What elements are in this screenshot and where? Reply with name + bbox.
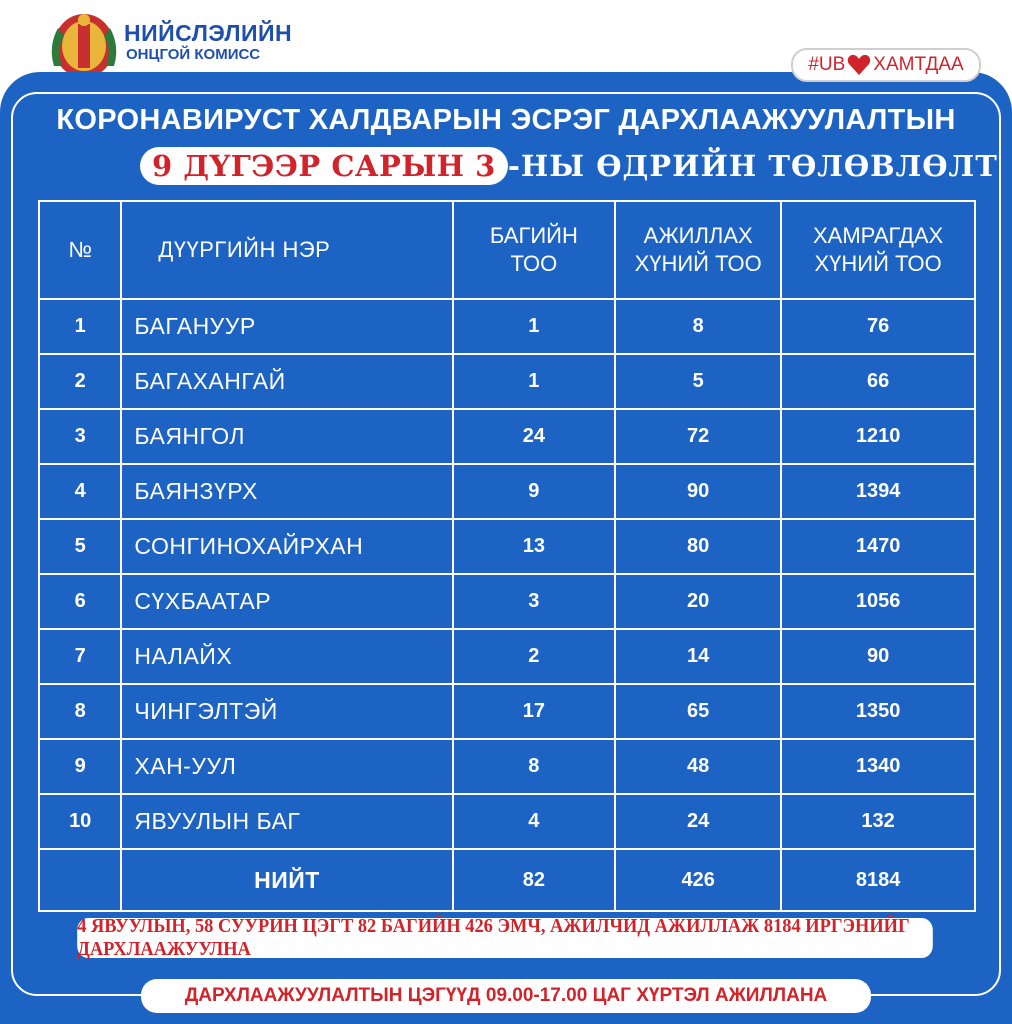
row-district: ЯВУУЛЫН БАГ bbox=[121, 794, 452, 849]
total-label: НИЙТ bbox=[121, 849, 452, 911]
total-covered: 8184 bbox=[781, 849, 975, 911]
header-teams bbox=[453, 201, 616, 299]
subtitle-rest: -НЫ ӨДРИЙН ТӨЛӨВЛӨЛТ bbox=[507, 149, 998, 183]
row-no: 5 bbox=[39, 519, 121, 574]
row-covered: 1056 bbox=[781, 574, 975, 629]
hashtag-suffix: ХАМТДАА bbox=[873, 54, 964, 75]
row-teams: 9 bbox=[453, 464, 616, 519]
row-teams: 3 bbox=[453, 574, 616, 629]
table-row bbox=[39, 519, 975, 574]
row-covered: 90 bbox=[781, 629, 975, 684]
row-district: СОНГИНОХАЙРХАН bbox=[121, 519, 452, 574]
header-covered-text: ХАМРАГДАХ ХҮНИЙ ТОО bbox=[812, 223, 944, 276]
header-staff-text: АЖИЛЛАХ ХҮНИЙ ТОО bbox=[634, 223, 762, 276]
page-title: КОРОНАВИРУСТ ХАЛДВАРЫН ЭСРЭГ ДАРХЛААЖУУЛАЛТЫН bbox=[56, 104, 956, 136]
header-district: ДҮҮРГИЙН НЭР bbox=[121, 201, 452, 299]
row-district: ХАН-УУЛ bbox=[121, 739, 452, 794]
vaccination-plan-table bbox=[38, 200, 976, 912]
table-header-row bbox=[39, 201, 975, 299]
row-staff: 80 bbox=[615, 519, 781, 574]
row-no: 3 bbox=[39, 409, 121, 464]
table-row bbox=[39, 354, 975, 409]
heart-icon bbox=[847, 54, 871, 76]
org-name bbox=[124, 20, 292, 64]
row-teams: 4 bbox=[453, 794, 616, 849]
table-row bbox=[39, 574, 975, 629]
row-district: НАЛАЙХ bbox=[121, 629, 452, 684]
header-staff bbox=[615, 201, 781, 299]
row-no: 1 bbox=[39, 299, 121, 354]
row-staff: 65 bbox=[615, 684, 781, 739]
row-teams: 1 bbox=[453, 354, 616, 409]
table-row bbox=[39, 464, 975, 519]
date-highlight: 9 ДҮГЭЭР САРЫН 3 bbox=[140, 147, 508, 185]
total-staff: 426 bbox=[615, 849, 781, 911]
row-district: ЧИНГЭЛТЭЙ bbox=[121, 684, 452, 739]
row-no: 8 bbox=[39, 684, 121, 739]
row-staff: 5 bbox=[615, 354, 781, 409]
header-teams-text: БАГИЙН ТОО bbox=[489, 223, 578, 276]
row-staff: 20 bbox=[615, 574, 781, 629]
row-teams: 17 bbox=[453, 684, 616, 739]
row-covered: 76 bbox=[781, 299, 975, 354]
hashtag-badge bbox=[791, 48, 981, 82]
row-district: БАГАНУУР bbox=[121, 299, 452, 354]
table-row bbox=[39, 629, 975, 684]
row-district: СҮХБААТАР bbox=[121, 574, 452, 629]
table-total-row bbox=[39, 849, 975, 911]
row-staff: 90 bbox=[615, 464, 781, 519]
row-staff: 24 bbox=[615, 794, 781, 849]
table-row bbox=[39, 794, 975, 849]
table-row bbox=[39, 684, 975, 739]
row-staff: 72 bbox=[615, 409, 781, 464]
row-staff: 8 bbox=[615, 299, 781, 354]
row-district: БАЯНГОЛ bbox=[121, 409, 452, 464]
row-teams: 24 bbox=[453, 409, 616, 464]
table-row bbox=[39, 739, 975, 794]
row-covered: 132 bbox=[781, 794, 975, 849]
row-no: 7 bbox=[39, 629, 121, 684]
row-covered: 66 bbox=[781, 354, 975, 409]
total-teams: 82 bbox=[453, 849, 616, 911]
row-teams: 8 bbox=[453, 739, 616, 794]
header-covered bbox=[781, 201, 975, 299]
row-no: 6 bbox=[39, 574, 121, 629]
row-no: 9 bbox=[39, 739, 121, 794]
row-teams: 1 bbox=[453, 299, 616, 354]
row-district: БАГАХАНГАЙ bbox=[121, 354, 452, 409]
row-teams: 2 bbox=[453, 629, 616, 684]
row-no: 2 bbox=[39, 354, 121, 409]
org-name-line1: НИЙСЛЭЛИЙН bbox=[124, 20, 293, 46]
row-covered: 1210 bbox=[781, 409, 975, 464]
row-no: 10 bbox=[39, 794, 121, 849]
table-row bbox=[39, 299, 975, 354]
summary-note: 4 ЯВУУЛЫН, 58 СУУРИН ЦЭГТ 82 БАГИЙН 426 ЭМЧ, АЖИЛЧИД АЖИЛЛАЖ 8184 ИРГЭНИЙГ ДАРХЛААЖУУЛНА bbox=[77, 918, 933, 958]
row-staff: 48 bbox=[615, 739, 781, 794]
row-no: 4 bbox=[39, 464, 121, 519]
row-staff: 14 bbox=[615, 629, 781, 684]
row-covered: 1470 bbox=[781, 519, 975, 574]
row-covered: 1350 bbox=[781, 684, 975, 739]
org-name-line2: ОНЦГОЙ КОМИСС bbox=[126, 46, 261, 63]
row-covered: 1340 bbox=[781, 739, 975, 794]
hashtag-prefix: #UB bbox=[808, 54, 846, 75]
row-covered: 1394 bbox=[781, 464, 975, 519]
page-subtitle bbox=[140, 146, 998, 186]
row-district: БАЯНЗҮРХ bbox=[121, 464, 452, 519]
row-teams: 13 bbox=[453, 519, 616, 574]
total-no bbox=[39, 849, 121, 911]
hours-footer: ДАРХЛААЖУУЛАЛТЫН ЦЭГҮҮД 09.00-17.00 ЦАГ ХҮРТЭЛ АЖИЛЛАНА bbox=[141, 979, 871, 1013]
table-row bbox=[39, 409, 975, 464]
header-no: № bbox=[39, 201, 121, 299]
